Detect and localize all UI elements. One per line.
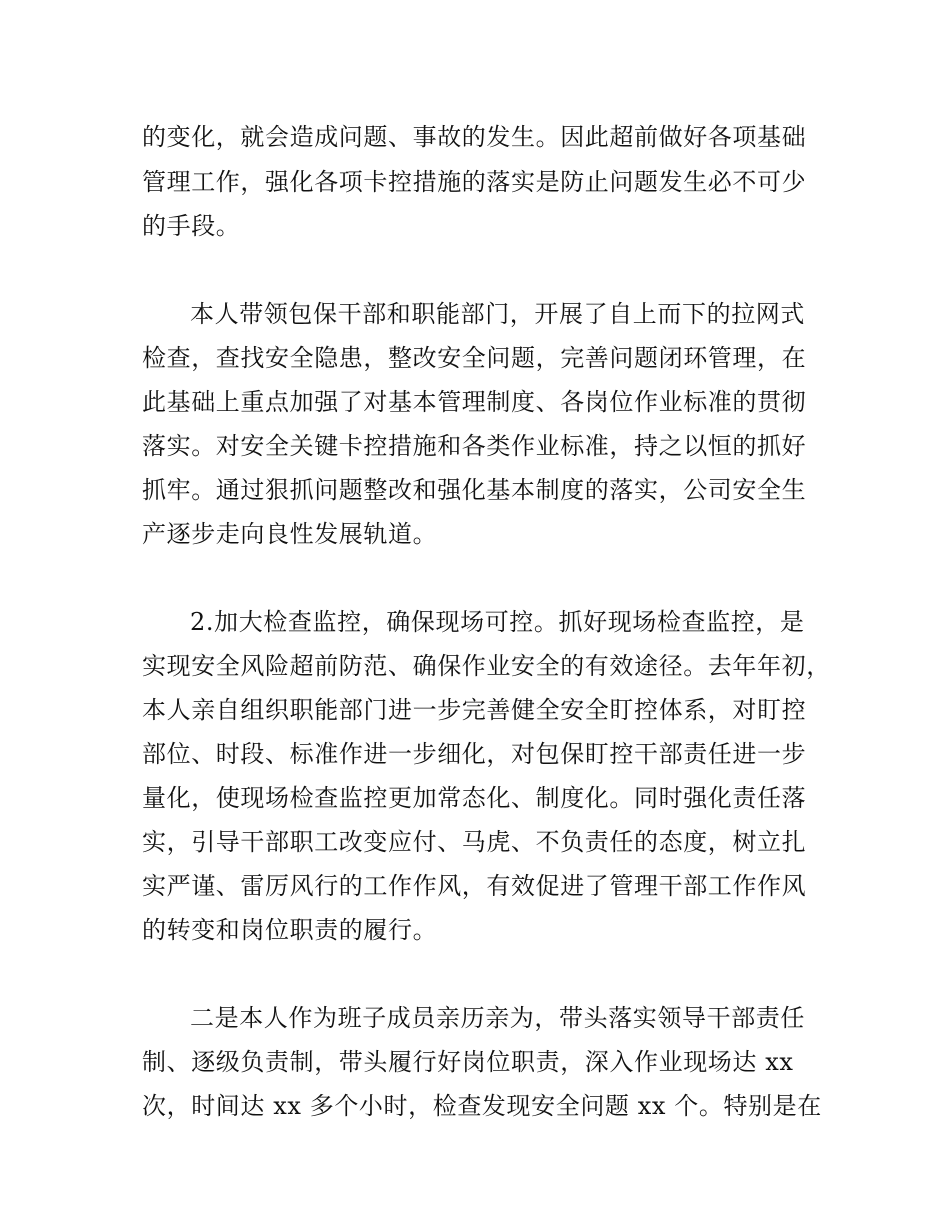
text-line: 抓牢。通过狠抓问题整改和强化基本制度的落实，公司安全生 — [142, 476, 807, 504]
text-line: 落实。对安全关键卡控措施和各类作业标准，持之以恒的抓好 — [142, 432, 807, 460]
text-line: 本人亲自组织职能部门进一步完善健全安全盯控体系，对盯控 — [142, 696, 807, 724]
text-line: 管理工作，强化各项卡控措施的落实是防止问题发生必不可少 — [142, 168, 807, 196]
text-line: 检查，查找安全隐患，整改安全问题，完善问题闭环管理，在 — [142, 344, 807, 372]
text-line: 的变化，就会造成问题、事故的发生。因此超前做好各项基础 — [142, 123, 807, 151]
text-line: 产逐步走向良性发展轨道。 — [142, 520, 438, 548]
text-line: 二是本人作为班子成员亲历亲为，带头落实领导干部责任 — [190, 1004, 805, 1032]
text-line: 的转变和岗位职责的履行。 — [142, 916, 438, 944]
text-line: 此基础上重点加强了对基本管理制度、各岗位作业标准的贯彻 — [142, 388, 807, 416]
text-line: 2.加大检查监控，确保现场可控。抓好现场检查监控，是 — [190, 608, 805, 636]
text-line: 实，引导干部职工改变应付、马虎、不负责任的态度，树立扎 — [142, 828, 807, 856]
text-line: 量化，使现场检查监控更加常态化、制度化。同时强化责任落 — [142, 784, 807, 812]
text-line: 实严谨、雷厉风行的工作作风，有效促进了管理干部工作作风 — [142, 872, 807, 900]
text-line: 制、逐级负责制，带头履行好岗位职责，深入作业现场达 xx — [142, 1048, 794, 1076]
text-line: 本人带领包保干部和职能部门，开展了自上而下的拉网式 — [190, 300, 805, 328]
text-line: 次，时间达 xx 多个小时，检查发现安全问题 xx 个。特别是在 — [142, 1092, 822, 1120]
text-line: 部位、时段、标准作进一步细化，对包保盯控干部责任进一步 — [142, 740, 807, 768]
text-line: 实现安全风险超前防范、确保作业安全的有效途径。去年年初， — [142, 652, 831, 680]
text-line: 的手段。 — [142, 212, 241, 240]
